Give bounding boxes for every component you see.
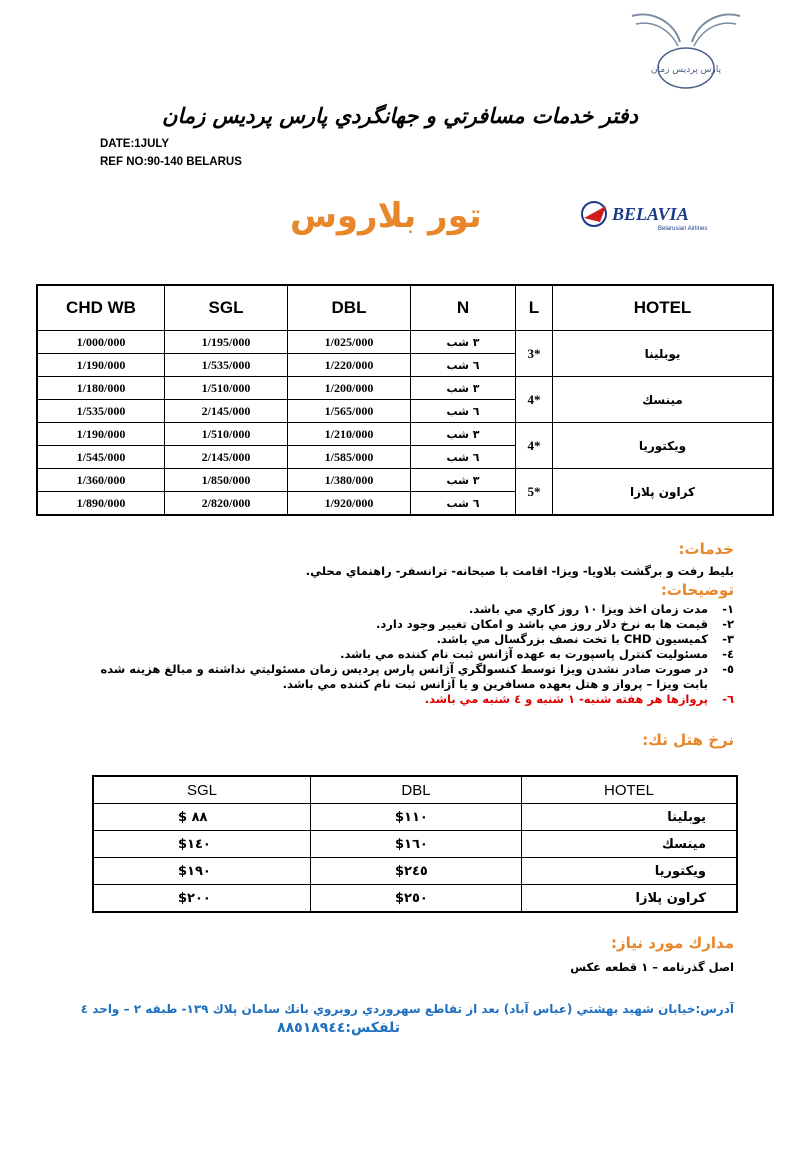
nights-cell: ٣ شب	[411, 377, 516, 400]
level-cell: 4*	[516, 377, 553, 423]
header-hotel: HOTEL	[522, 776, 738, 804]
nights-cell: ٣ شب	[411, 331, 516, 354]
header-sgl: SGL	[165, 285, 288, 331]
services-title: خدمات:	[678, 540, 734, 558]
date-label: DATE:1JULY	[100, 138, 170, 150]
note-number: ٦-	[722, 692, 734, 706]
dbl-cell: 1/025/000	[288, 331, 411, 354]
list-item	[74, 647, 734, 662]
sgl-cell: 1/510/000	[165, 377, 288, 400]
tour-title: تور بلاروس	[290, 196, 482, 236]
level-cell: 5*	[516, 469, 553, 516]
sgl-cell: 1/535/000	[165, 354, 288, 377]
chd-cell: 1/360/000	[37, 469, 165, 492]
chd-cell: 1/000/000	[37, 331, 165, 354]
nights-cell: ٦ شب	[411, 492, 516, 516]
note-text: كميسيون CHD با تخت نصف بزرگسال مي باشد.	[436, 632, 708, 646]
chd-cell: 1/535/000	[37, 400, 165, 423]
sgl-cell: 1/850/000	[165, 469, 288, 492]
logo-text: پارس پرديس زمان	[650, 65, 722, 75]
agency-name: دفتر خدمات مسافرتي و جهانگردي پارس پرديس زمان	[162, 104, 638, 128]
nights-cell: ٦ شب	[411, 400, 516, 423]
table-row	[37, 423, 773, 446]
chd-cell: 1/545/000	[37, 446, 165, 469]
sgl-cell: 1/510/000	[165, 423, 288, 446]
note-text: پروازها هر هفته شنبه- ١ شنبه و ٤ شنبه مي باشد.	[424, 692, 708, 706]
chd-cell: 1/190/000	[37, 423, 165, 446]
header-n: N	[411, 285, 516, 331]
header-hotel: HOTEL	[553, 285, 774, 331]
sgl-cell: 2/145/000	[165, 446, 288, 469]
hotel-cell: كراون پلازا	[522, 885, 738, 913]
dbl-cell: 1/920/000	[288, 492, 411, 516]
header-l: L	[516, 285, 553, 331]
list-item	[74, 602, 734, 617]
note-number: ٤-	[722, 647, 734, 661]
table-row	[93, 831, 737, 858]
nights-cell: ٦ شب	[411, 446, 516, 469]
header-dbl: DBL	[288, 285, 411, 331]
ref-number: REF NO:90-140 BELARUS	[100, 156, 242, 168]
sgl-cell: $٢٠٠	[93, 885, 311, 913]
tour-price-table	[36, 284, 774, 516]
chd-cell: 1/890/000	[37, 492, 165, 516]
dbl-cell: $٢٤٥	[311, 858, 522, 885]
header-dbl: DBL	[311, 776, 522, 804]
dbl-cell: 1/200/000	[288, 377, 411, 400]
nights-cell: ٦ شب	[411, 354, 516, 377]
hotel-cell: مينسك	[522, 831, 738, 858]
table-row	[37, 377, 773, 400]
note-text: مدت زمان اخذ ويزا ١٠ روز كاري مي باشد.	[469, 602, 708, 616]
list-item	[74, 662, 734, 692]
dbl-cell: $١١٠	[311, 804, 522, 831]
sgl-cell: $١٩٠	[93, 858, 311, 885]
table-row	[93, 804, 737, 831]
sgl-cell: $ ٨٨	[93, 804, 311, 831]
phone: تلفكس:٨٨٥١٨٩٤٤	[277, 1020, 400, 1036]
header-sgl: SGL	[93, 776, 311, 804]
sgl-cell: $١٤٠	[93, 831, 311, 858]
sgl-cell: 2/145/000	[165, 400, 288, 423]
nights-cell: ٣ شب	[411, 469, 516, 492]
sgl-cell: 2/820/000	[165, 492, 288, 516]
table-header-row	[93, 776, 737, 804]
table-row	[37, 469, 773, 492]
dbl-cell: $٢٥٠	[311, 885, 522, 913]
chd-cell: 1/190/000	[37, 354, 165, 377]
documents-text: اصل گذرنامه – ١ قطعه عكس	[570, 960, 734, 974]
dbl-cell: 1/380/000	[288, 469, 411, 492]
note-number: ٣-	[722, 632, 734, 646]
dbl-cell: $١٦٠	[311, 831, 522, 858]
table-row	[37, 331, 773, 354]
belavia-logo	[578, 196, 728, 236]
hotel-rates-title: نرخ هتل تك:	[642, 731, 734, 749]
address: آدرس:خيابان شهيد بهشتي (عباس آباد) بعد از تقاطع سهروردي روبروي بانك سامان پلاك ١٣٩- طبقه ٢ – واحد ٤	[80, 1002, 734, 1016]
table-row	[93, 858, 737, 885]
list-item	[74, 692, 734, 707]
hotel-rates-table	[92, 775, 738, 913]
dbl-cell: 1/220/000	[288, 354, 411, 377]
dbl-cell: 1/565/000	[288, 400, 411, 423]
level-cell: 3*	[516, 331, 553, 377]
table-row	[93, 885, 737, 913]
list-item	[74, 617, 734, 632]
airline-name: BELAVIA	[612, 204, 689, 224]
note-text: قيمت ها به نرخ دلار روز مي باشد و امكان تغيير وجود دارد.	[376, 617, 708, 631]
dbl-cell: 1/210/000	[288, 423, 411, 446]
notes-list	[74, 602, 734, 707]
note-number: ٢-	[722, 617, 734, 631]
agency-logo	[622, 8, 750, 96]
header-chd-wb: CHD WB	[37, 285, 165, 331]
level-cell: 4*	[516, 423, 553, 469]
services-text: بليط رفت و برگشت بلاويا- ويزا- اقامت با صبحانه- ترانسفر- راهنماي محلي.	[305, 564, 734, 578]
dbl-cell: 1/585/000	[288, 446, 411, 469]
airline-sub: Belarusian Airlines	[658, 226, 708, 232]
hotel-cell: ويكتوريا	[522, 858, 738, 885]
note-text: مسئوليت كنترل پاسپورت به عهده آژانس ثبت نام كننده مي باشد.	[340, 647, 708, 661]
hotel-cell: مينسك	[553, 377, 774, 423]
sgl-cell: 1/195/000	[165, 331, 288, 354]
hotel-cell: يوبلينا	[522, 804, 738, 831]
note-number: ٥-	[722, 662, 734, 676]
hotel-cell: ويكتوريا	[553, 423, 774, 469]
table-header-row	[37, 285, 773, 331]
notes-title: توضيحات:	[660, 581, 734, 599]
documents-title: مدارك مورد نياز:	[611, 934, 734, 952]
list-item	[74, 632, 734, 647]
nights-cell: ٣ شب	[411, 423, 516, 446]
note-text: در صورت صادر نشدن ويزا توسط كنسولگري آژانس پارس پرديس زمان مسئوليتي نداشته و مبالغ هزينه شده بابت ويزا – پرواز و هتل بعهده مسافرين و يا آژانس ثبت نام كننده مي باشد.	[100, 662, 708, 691]
hotel-cell: يوبلينا	[553, 331, 774, 377]
hotel-cell: كراون پلازا	[553, 469, 774, 516]
chd-cell: 1/180/000	[37, 377, 165, 400]
note-number: ١-	[722, 602, 734, 616]
